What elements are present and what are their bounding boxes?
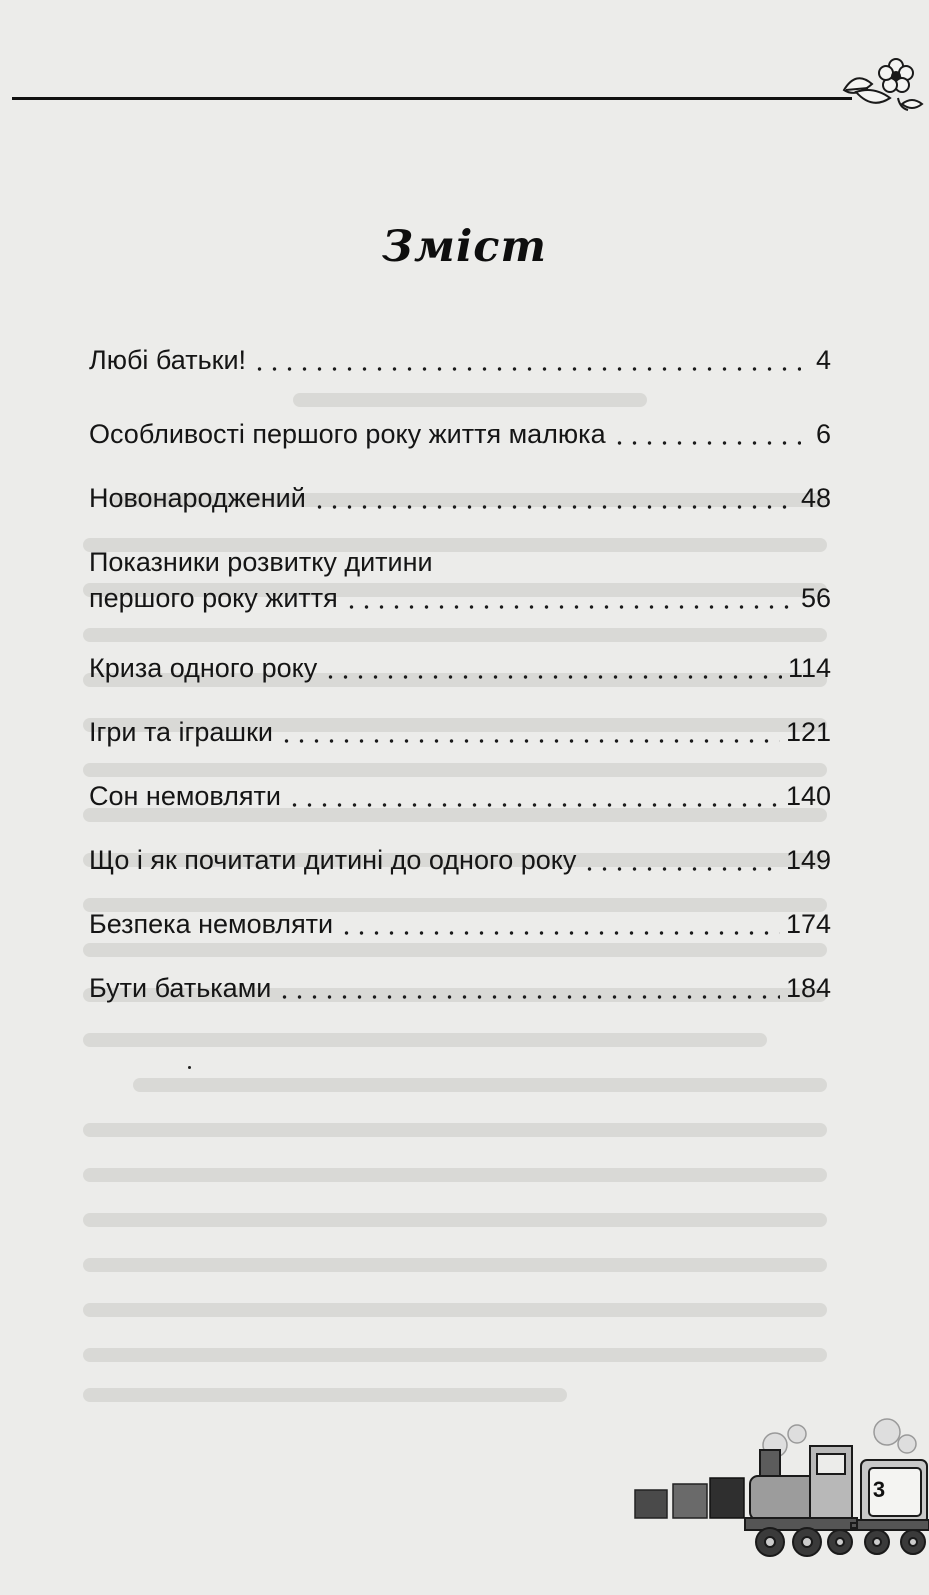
toc-entry (89, 842, 831, 878)
toc-entry-page: 140 (785, 781, 831, 811)
toc-entry-page: 56 (800, 583, 831, 613)
toc-dot-leader (344, 588, 795, 610)
toc-dot-leader (252, 350, 801, 372)
toc-entry-title: Особливості першого року життя малюка (89, 419, 606, 449)
flower-leaf-ornament-icon (838, 58, 926, 118)
toc-entry-page: 114 (787, 653, 831, 683)
toc-entry (89, 778, 831, 814)
toc-dot-leader (612, 424, 801, 446)
toc-entry-page: 121 (785, 717, 831, 747)
toc-dot-leader (323, 658, 782, 680)
toc-entry (89, 480, 831, 516)
toc-entry-line (89, 480, 831, 516)
toc-dot-leader (279, 722, 780, 744)
page-number: 3 (872, 1477, 886, 1502)
toc-entry-title: Новонароджений (89, 483, 306, 513)
toc-entry-page: 4 (815, 345, 831, 375)
toc-dot-leader (287, 786, 780, 808)
toc-entry-title: першого року життя (89, 583, 338, 613)
toc-entry-line (89, 842, 831, 878)
toc-dot-leader (339, 914, 780, 936)
page-title: Зміст (382, 222, 547, 272)
toc-entry-line (89, 342, 831, 378)
toc-entry-title: Ігри та іграшки (89, 717, 273, 747)
toc-entry-title: Показники розвитку дитини (89, 547, 433, 577)
toc-entry (89, 650, 831, 686)
print-speck (188, 1066, 191, 1069)
toc-entry-page: 184 (785, 973, 831, 1003)
toc-entry-line (89, 580, 831, 616)
toc-dot-leader (277, 978, 780, 1000)
toc-dot-leader (582, 850, 780, 872)
toc-entry-page: 48 (800, 483, 831, 513)
toc-dot-leader (312, 488, 795, 510)
toc-entry-page: 174 (785, 909, 831, 939)
toc-entry-title: Що і як почитати дитині до одного року (89, 845, 577, 875)
table-of-contents (89, 342, 831, 1006)
toc-entry-title: Сон немовляти (89, 781, 281, 811)
toc-entry-line (89, 714, 831, 750)
toc-entry-title: Безпека немовляти (89, 909, 334, 939)
toc-entry-line (89, 970, 831, 1006)
toc-entry-page: 149 (785, 845, 831, 875)
toc-entry (89, 342, 831, 378)
toc-entry-line (89, 906, 831, 942)
toc-entry (89, 970, 831, 1006)
toc-entry (89, 544, 831, 616)
toc-entry (89, 906, 831, 942)
toc-entry-line (89, 416, 831, 452)
toc-entry-line (89, 650, 831, 686)
toc-entry (89, 416, 831, 452)
toc-entry-line (89, 778, 831, 814)
toc-entry-line (89, 544, 831, 580)
header-rule (12, 97, 852, 100)
toc-entry-title: Любі батьки! (89, 345, 247, 375)
toc-entry-title: Бути батьками (89, 973, 272, 1003)
toc-entry (89, 714, 831, 750)
toc-entry-page: 6 (815, 419, 831, 449)
toc-entry-title: Криза одного року (89, 653, 318, 683)
